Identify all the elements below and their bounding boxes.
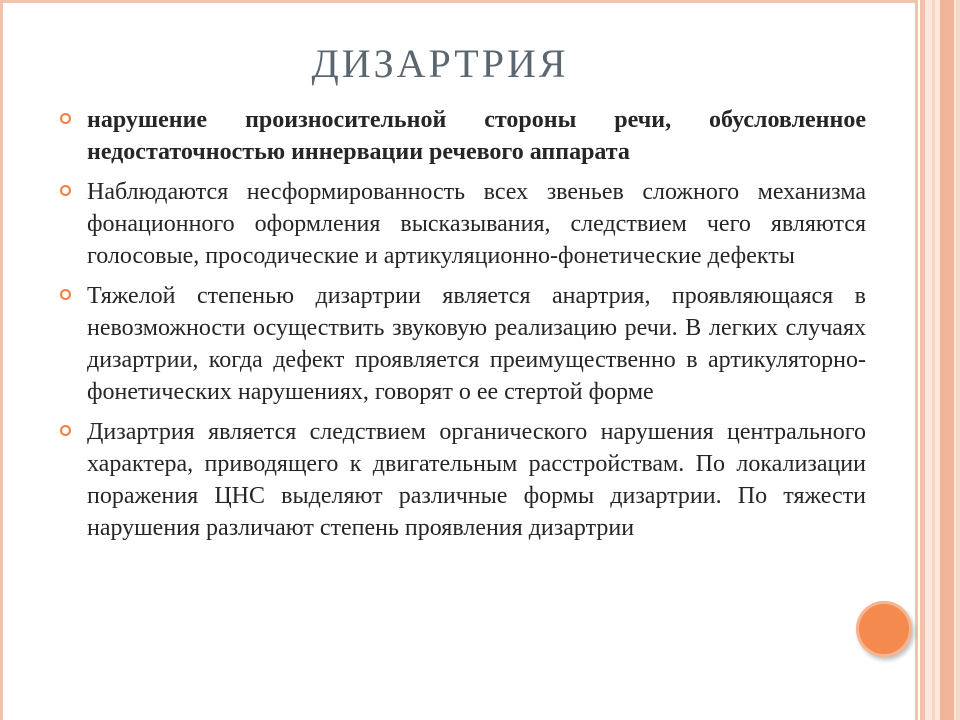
bullet-circle-icon <box>60 289 71 300</box>
bullet-text: нарушение произносительной стороны речи, обусловленное недостаточностью иннервации речевого аппарата <box>87 107 866 165</box>
bullet-item <box>60 104 866 168</box>
bullet-list <box>60 104 866 552</box>
stripe <box>940 0 954 720</box>
decorative-stripes <box>920 0 960 720</box>
bullet-circle-icon <box>60 185 71 196</box>
bullet-text: Дизартрия является следствием органического нарушения центрального характера, приводящего к двигательным расстройствам. По локализации поражения ЦНС выделяют различные формы дизартрии. По тяжести нарушения различают степень проявления дизартрии <box>87 419 866 541</box>
bullet-item <box>60 280 866 408</box>
bullet-text: Наблюдаются несформированность всех звеньев сложного механизма фонационного оформления высказывания, следствием чего являются голосовые, просодические и артикуляционно-фонетические дефекты <box>87 179 866 269</box>
bullet-circle-icon <box>60 113 71 124</box>
bullet-text: Тяжелой степенью дизартрии является анартрия, проявляющаяся в невозможности осуществить звуковую реализацию речи. В легких случаях дизартрии, когда дефект проявляется преимущественно в артикуляторно-фонетических нарушениях, говорят о ее стертой форме <box>87 283 866 405</box>
stripe <box>920 0 925 720</box>
orange-circle-icon <box>856 601 912 657</box>
stripe <box>932 0 935 720</box>
stripe <box>956 0 960 720</box>
bullet-circle-icon <box>60 425 71 436</box>
orange-circle-inner <box>859 604 909 654</box>
slide-title: ДИЗАРТРИЯ <box>311 41 569 86</box>
bullet-item <box>60 176 866 272</box>
bullet-item <box>60 416 866 544</box>
